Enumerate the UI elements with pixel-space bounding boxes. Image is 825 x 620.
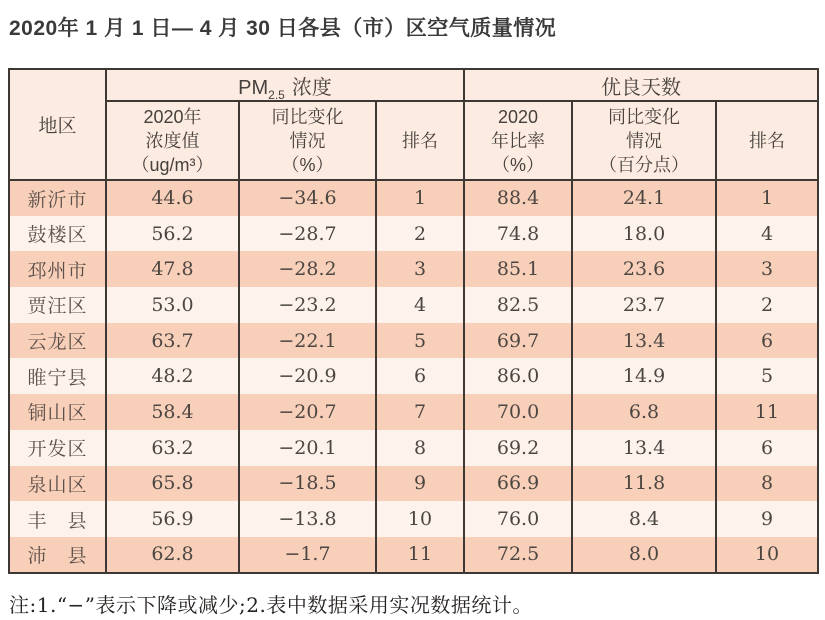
header-line: 2020 (497, 106, 539, 127)
days-rate-cell: 88.4 (464, 180, 572, 216)
pm-change-cell: −18.5 (239, 466, 376, 502)
pm-change-cell: −23.2 (239, 287, 376, 323)
days-rate-cell: 82.5 (464, 287, 572, 323)
pm-value-cell: 58.4 (106, 394, 239, 430)
table-row (9, 430, 818, 466)
pm-rank-cell: 4 (376, 287, 464, 323)
pm-value-cell: 47.8 (106, 251, 239, 287)
days-change-cell: 11.8 (572, 466, 716, 502)
header-line: （ug/m³） (131, 154, 214, 175)
pm-value-cell: 53.0 (106, 287, 239, 323)
header-line: 情况 (626, 130, 663, 151)
pm-rank-cell: 11 (376, 537, 464, 573)
days-rank-cell: 2 (716, 287, 818, 323)
table-row (9, 501, 818, 537)
pm-change-cell: −20.9 (239, 358, 376, 394)
days-rate-cell: 70.0 (464, 394, 572, 430)
days-rate-cell: 86.0 (464, 358, 572, 394)
days-change-cell: 13.4 (572, 430, 716, 466)
days-rank-cell: 4 (716, 216, 818, 252)
days-change-cell: 23.7 (572, 287, 716, 323)
days-change-cell: 14.9 (572, 358, 716, 394)
region-cell: 邳州市 (9, 251, 106, 287)
table-row (9, 287, 818, 323)
pm-rank-cell: 10 (376, 501, 464, 537)
page-container (0, 12, 825, 618)
header-line: （%） (492, 154, 545, 175)
days-rank-cell: 9 (716, 501, 818, 537)
days-rate-cell: 76.0 (464, 501, 572, 537)
table-row (9, 394, 818, 430)
days-change-cell: 13.4 (572, 323, 716, 359)
column-header-pm-rank (376, 101, 464, 180)
pm-rank-cell: 3 (376, 251, 464, 287)
days-rate-cell: 85.1 (464, 251, 572, 287)
table-body (9, 180, 818, 573)
pm25-subscript: 2.5 (268, 87, 285, 102)
days-change-cell: 24.1 (572, 180, 716, 216)
days-rank-cell: 5 (716, 358, 818, 394)
header-line: 2020年 (143, 106, 202, 127)
header-line: （%） (281, 154, 334, 175)
days-change-cell: 8.0 (572, 537, 716, 573)
days-rank-cell: 11 (716, 394, 818, 430)
region-cell: 沛 县 (9, 537, 106, 573)
days-rank-cell: 1 (716, 180, 818, 216)
column-header-pm-change (239, 101, 376, 180)
table-header (9, 69, 818, 180)
days-change-cell: 18.0 (572, 216, 716, 252)
table-row (9, 466, 818, 502)
header-sub-row (9, 101, 818, 180)
pm-rank-cell: 5 (376, 323, 464, 359)
table-row (9, 180, 818, 216)
pm-rank-cell: 9 (376, 466, 464, 502)
region-cell: 睢宁县 (9, 358, 106, 394)
days-rank-cell: 10 (716, 537, 818, 573)
pm-rank-cell: 2 (376, 216, 464, 252)
pm-value-cell: 62.8 (106, 537, 239, 573)
days-rate-cell: 66.9 (464, 466, 572, 502)
header-group-row (9, 69, 818, 101)
column-header-days-rank (716, 101, 818, 180)
pm25-name: 浓度 (291, 76, 332, 99)
days-rate-cell: 72.5 (464, 537, 572, 573)
region-cell: 贾汪区 (9, 287, 106, 323)
table-row (9, 358, 818, 394)
pm-change-cell: −22.1 (239, 323, 376, 359)
pm-change-cell: −28.7 (239, 216, 376, 252)
pm25-prefix: PM (238, 76, 269, 99)
pm-value-cell: 56.9 (106, 501, 239, 537)
header-line: 情况 (289, 130, 326, 151)
region-cell: 丰 县 (9, 501, 106, 537)
header-line: 排名 (749, 130, 786, 151)
pm-rank-cell: 1 (376, 180, 464, 216)
header-line: （百分点） (599, 154, 690, 175)
days-rank-cell: 6 (716, 430, 818, 466)
header-line: 同比变化 (271, 106, 344, 127)
pm-value-cell: 63.2 (106, 430, 239, 466)
pm-value-cell: 48.2 (106, 358, 239, 394)
region-cell: 鼓楼区 (9, 216, 106, 252)
footnote: 注:1.“−”表示下降或减少;2.表中数据采用实况数据统计。 (9, 592, 533, 617)
pm-change-cell: −20.1 (239, 430, 376, 466)
pm25-group-label (238, 76, 332, 102)
days-rank-cell: 6 (716, 323, 818, 359)
column-header-days-change (572, 101, 716, 180)
region-cell: 泉山区 (9, 466, 106, 502)
region-cell: 新沂市 (9, 180, 106, 216)
header-line: 排名 (402, 130, 438, 151)
days-rate-cell: 74.8 (464, 216, 572, 252)
days-rate-cell: 69.2 (464, 430, 572, 466)
column-group-pm25 (106, 69, 464, 101)
table-row (9, 323, 818, 359)
days-change-cell: 6.8 (572, 394, 716, 430)
pm-value-cell: 65.8 (106, 466, 239, 502)
column-header-region: 地区 (9, 69, 106, 180)
days-rate-cell: 69.7 (464, 323, 572, 359)
table-row (9, 251, 818, 287)
page-title: 2020年 1 月 1 日— 4 月 30 日各县（市）区空气质量情况 (9, 17, 557, 40)
header-line: 同比变化 (608, 106, 681, 127)
pm-rank-cell: 6 (376, 358, 464, 394)
column-group-good-days: 优良天数 (464, 69, 818, 101)
column-header-pm-value (106, 101, 239, 180)
pm-rank-cell: 8 (376, 430, 464, 466)
table-row (9, 216, 818, 252)
pm-value-cell: 63.7 (106, 323, 239, 359)
table-row (9, 537, 818, 573)
header-line: 年比率 (491, 130, 546, 151)
region-cell: 铜山区 (9, 394, 106, 430)
days-rank-cell: 3 (716, 251, 818, 287)
pm-value-cell: 56.2 (106, 216, 239, 252)
pm-rank-cell: 7 (376, 394, 464, 430)
column-header-days-rate (464, 101, 572, 180)
pm-change-cell: −28.2 (239, 251, 376, 287)
pm-change-cell: −1.7 (239, 537, 376, 573)
pm-value-cell: 44.6 (106, 180, 239, 216)
days-change-cell: 23.6 (572, 251, 716, 287)
header-line: 浓度值 (145, 130, 200, 151)
region-cell: 云龙区 (9, 323, 106, 359)
pm-change-cell: −13.8 (239, 501, 376, 537)
air-quality-table (8, 68, 819, 574)
days-rank-cell: 8 (716, 466, 818, 502)
region-cell: 开发区 (9, 430, 106, 466)
days-change-cell: 8.4 (572, 501, 716, 537)
pm-change-cell: −34.6 (239, 180, 376, 216)
pm-change-cell: −20.7 (239, 394, 376, 430)
